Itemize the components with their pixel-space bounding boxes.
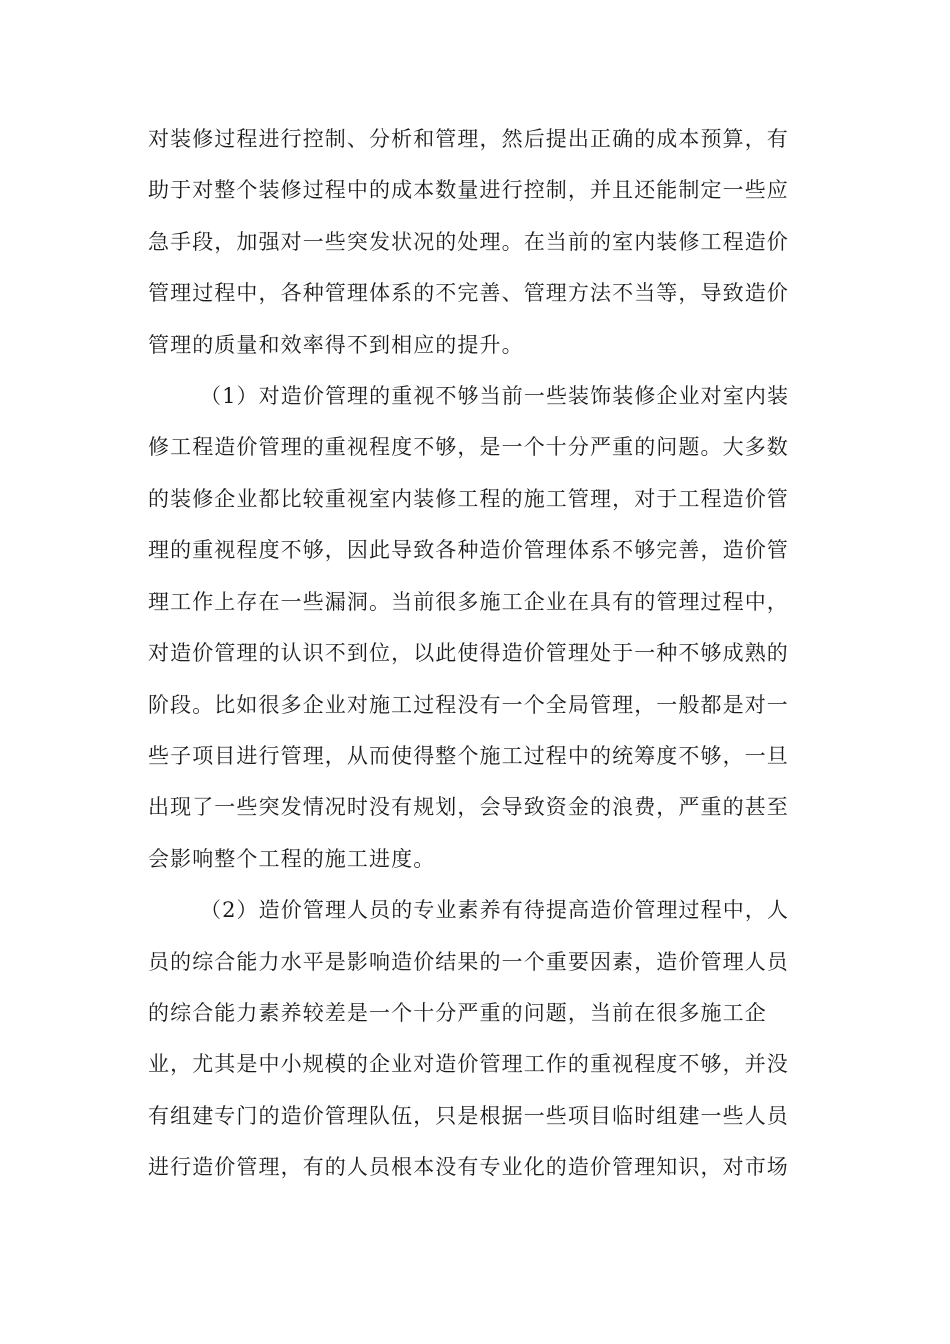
text-line: 阶段。比如很多企业对施工过程没有一个全局管理，一般都是对一: [148, 693, 789, 717]
text-line: 的装修企业都比较重视室内装修工程的施工管理，对于工程造价管: [148, 487, 789, 511]
text-line: 管理过程中，各种管理体系的不完善、管理方法不当等，导致造价: [148, 281, 789, 305]
paragraph-heading-2: （2）造价管理人员的专业素养有待提高造价管理过程中，人: [200, 898, 790, 922]
text-line: 对造价管理的认识不到位，以此使得造价管理处于一种不够成熟的: [148, 641, 789, 665]
text-line: 出现了一些突发情况时没有规划，会导致资金的浪费，严重的甚至: [148, 795, 789, 819]
text-line: 会影响整个工程的施工进度。: [148, 847, 436, 871]
text-line: 的综合能力素养较差是一个十分严重的问题，当前在很多施工企: [148, 1001, 767, 1025]
text-line: 业，尤其是中小规模的企业对造价管理工作的重视程度不够，并没: [148, 1052, 789, 1076]
text-line: 对装修过程进行控制、分析和管理，然后提出正确的成本预算，有: [148, 127, 789, 151]
text-line: 管理的质量和效率得不到相应的提升。: [148, 333, 524, 357]
text-line: 急手段，加强对一些突发状况的处理。在当前的室内装修工程造价: [148, 230, 789, 254]
text-line: 有组建专门的造价管理队伍，只是根据一些项目临时组建一些人员: [148, 1104, 789, 1128]
text-line: 进行造价管理，有的人员根本没有专业化的造价管理知识，对市场: [148, 1155, 789, 1179]
paragraph-heading-1: （1）对造价管理的重视不够当前一些装饰装修企业对室内装: [200, 384, 790, 408]
text-line: 修工程造价管理的重视程度不够，是一个十分严重的问题。大多数: [148, 435, 789, 459]
text-line: 理工作上存在一些漏洞。当前很多施工企业在具有的管理过程中，: [148, 590, 789, 614]
text-line: 助于对整个装修过程中的成本数量进行控制，并且还能制定一些应: [148, 178, 789, 202]
text-line: 员的综合能力水平是影响造价结果的一个重要因素，造价管理人员: [148, 950, 789, 974]
text-line: 理的重视程度不够，因此导致各种造价管理体系不够完善，造价管: [148, 538, 789, 562]
text-line: 些子项目进行管理，从而使得整个施工过程中的统筹度不够，一旦: [148, 744, 789, 768]
